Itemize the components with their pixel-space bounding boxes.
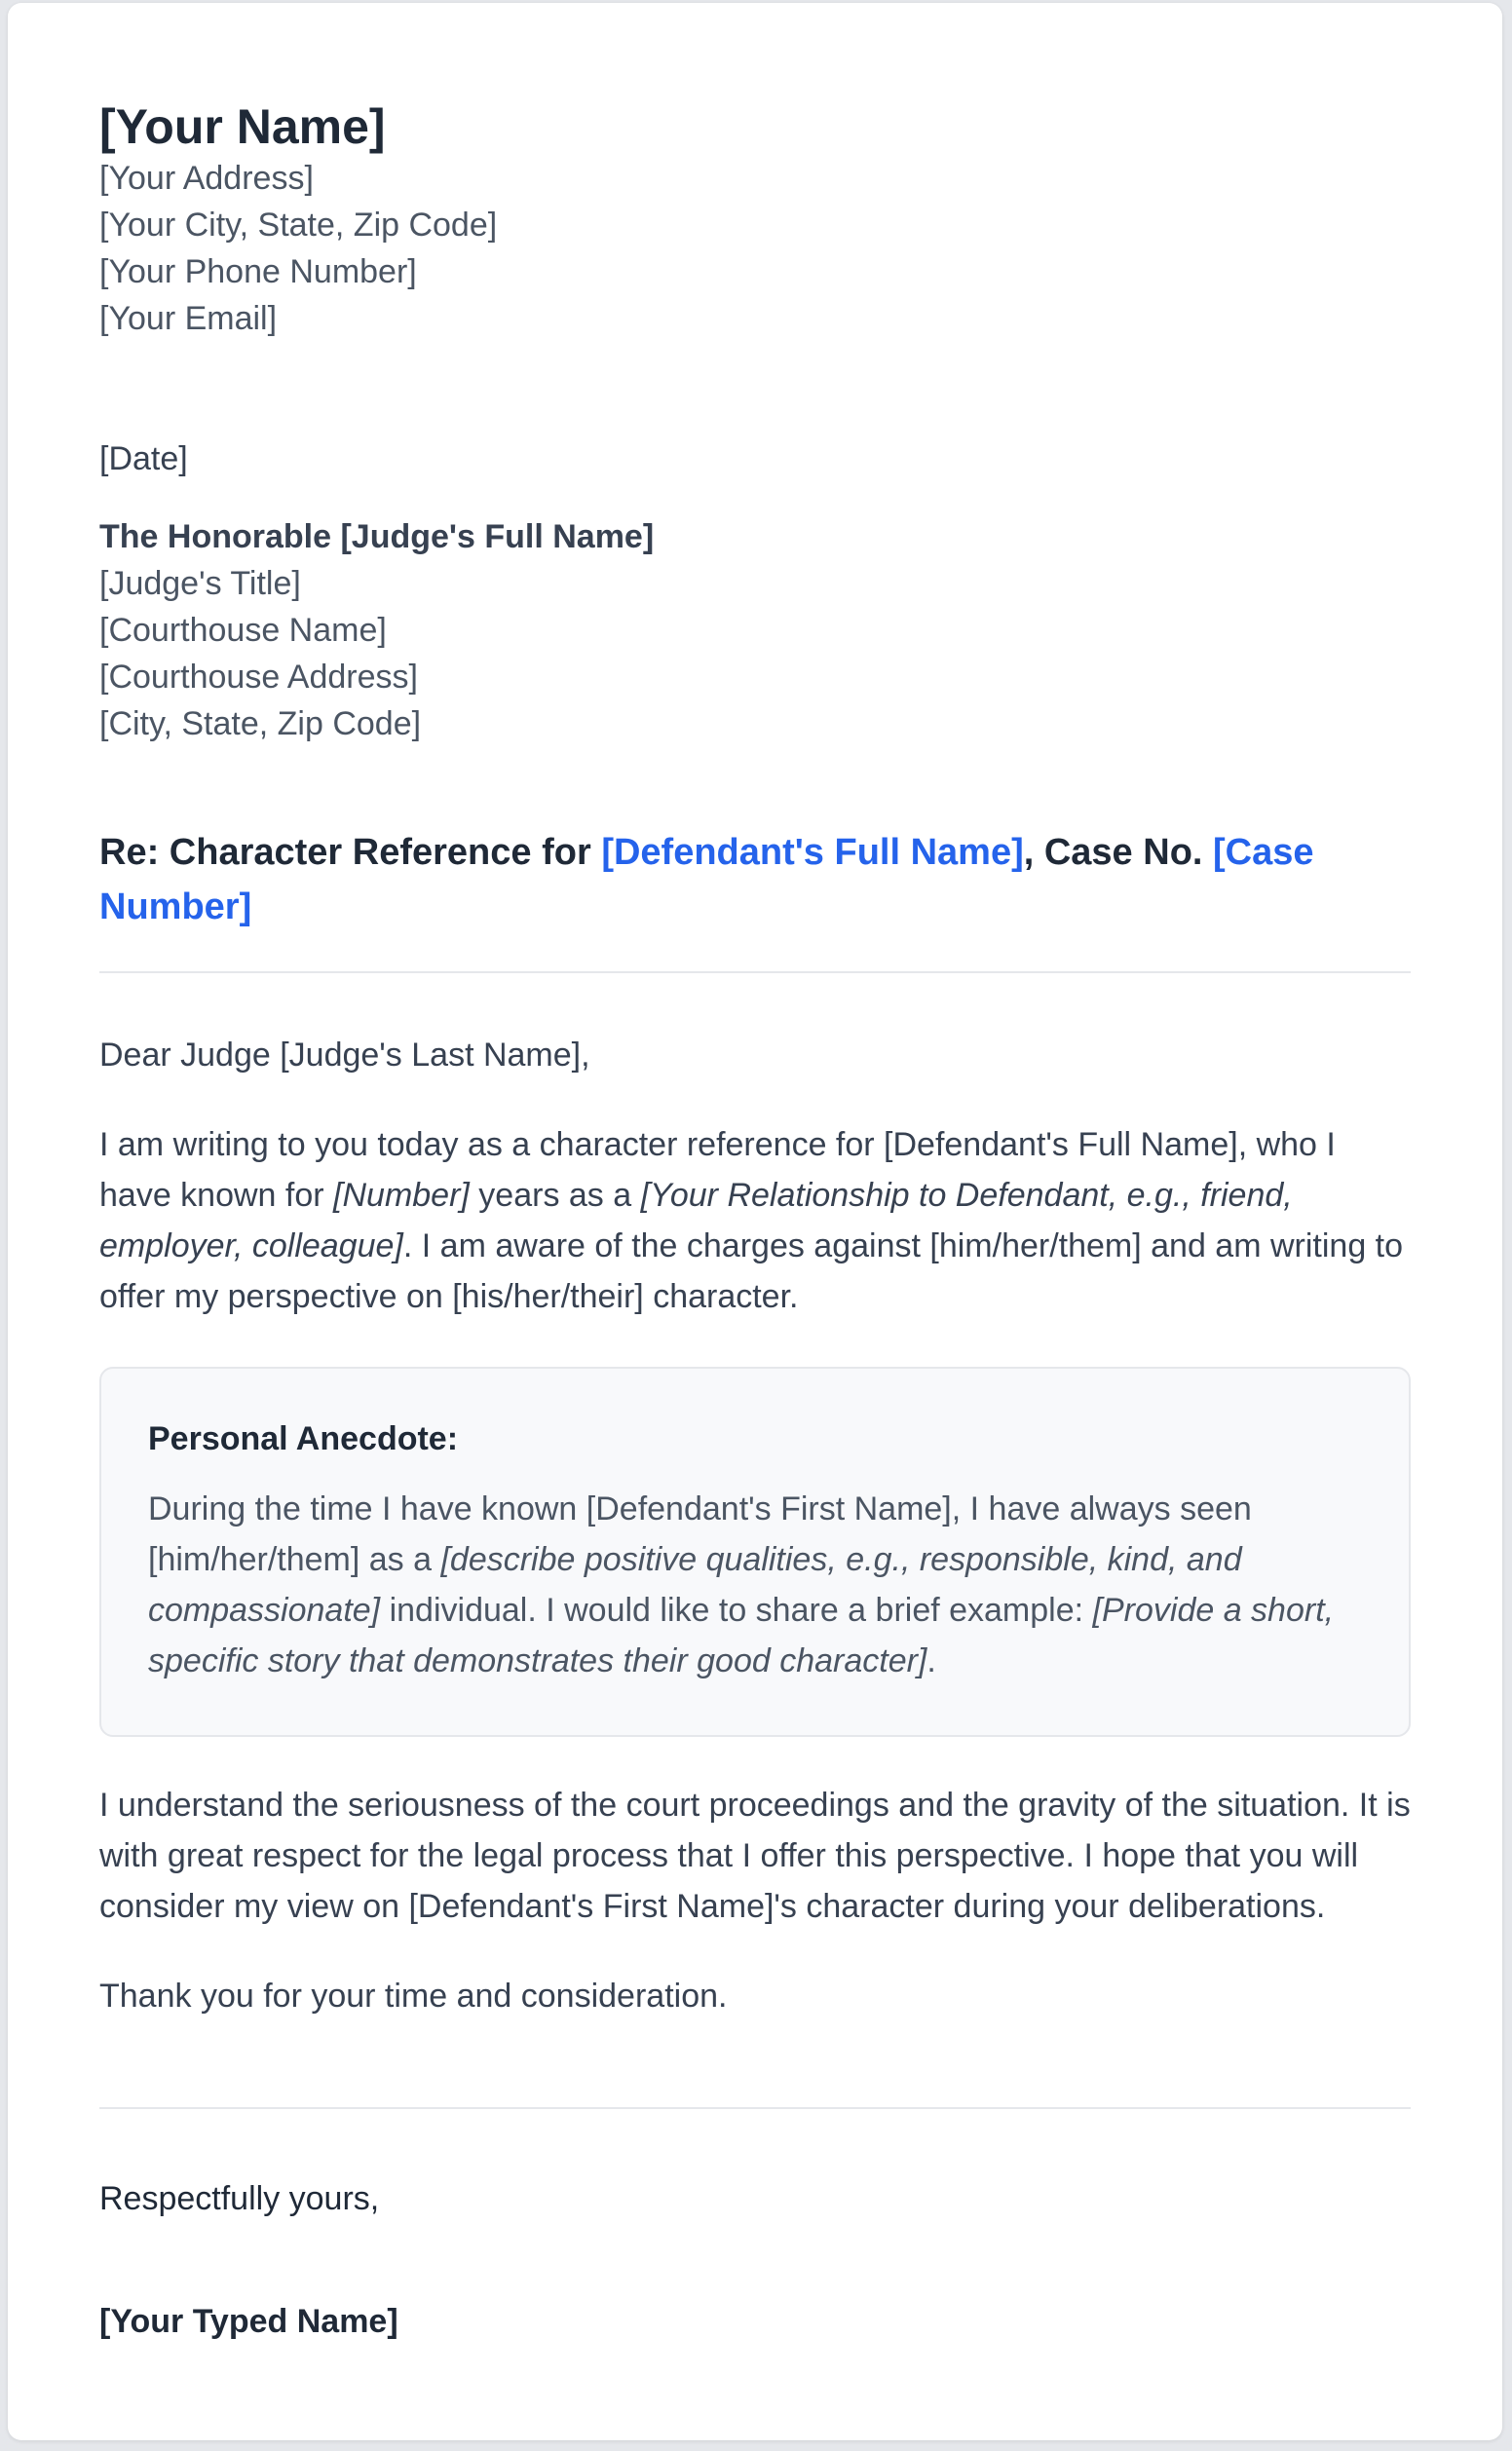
intro-text-1: I am writing to you today as a character reference for [Defendant's Full Name], who I have known for — [99, 1126, 1336, 1214]
closing-divider — [99, 2107, 1411, 2109]
sender-city-state-zip: [Your City, State, Zip Code] — [99, 207, 498, 244]
subject-defendant: [Defendant's Full Name] — [601, 832, 1024, 873]
intro-paragraph — [99, 1119, 1411, 1322]
anecdote-title: Personal Anecdote: — [148, 1420, 459, 1457]
body-paragraph: I understand the seriousness of the court proceedings and the gravity of the situation. It is with great respect for the legal process that I offer this perspective. I hope that you will consider my view on [Defendant's First Name]'s character during your deliberations. — [99, 1787, 1411, 1925]
subject-case-number: [Case Number] — [99, 832, 1314, 927]
salutation: Dear Judge [Judge's Last Name], — [99, 1037, 590, 1074]
anecdote-qualities-placeholder: [describe positive qualities, e.g., responsible, kind, and compassionate] — [148, 1541, 1242, 1629]
recipient-block — [99, 513, 1411, 747]
sender-address: [Your Address] — [99, 160, 314, 197]
intro-number-placeholder: [Number] — [333, 1177, 470, 1214]
closing-line: Respectfully yours, — [99, 2180, 380, 2217]
recipient-courthouse-address: [Courthouse Address] — [99, 659, 418, 696]
anecdote-paragraph — [148, 1484, 1362, 1686]
recipient-name: The Honorable [Judge's Full Name] — [99, 518, 655, 555]
divider — [99, 971, 1411, 973]
letter-date: [Date] — [99, 440, 188, 477]
anecdote-text-3: . — [926, 1642, 936, 1679]
thanks-paragraph: Thank you for your time and consideration. — [99, 1978, 728, 2015]
intro-relationship-placeholder: [Your Relationship to Defendant, e.g., friend, employer, colleague] — [99, 1177, 1293, 1264]
recipient-title: [Judge's Title] — [99, 565, 301, 602]
intro-text-3: . I am aware of the charges against [him/her/them] and am writing to offer my perspective on [his/her/their] character. — [99, 1227, 1404, 1315]
subject-case-prefix: , Case No. — [1023, 832, 1214, 873]
subject-line — [99, 825, 1411, 934]
subject-prefix: Re: Character Reference for — [99, 832, 602, 873]
anecdote-box — [99, 1367, 1411, 1737]
sender-email: [Your Email] — [99, 300, 278, 337]
anecdote-text-2: individual. I would like to share a brief example: — [380, 1592, 1093, 1629]
anecdote-story-placeholder: [Provide a short, specific story that demonstrates their good character] — [148, 1592, 1335, 1679]
anecdote-text-1: During the time I have known [Defendant's First Name], I have always seen [him/her/them] as a — [148, 1490, 1252, 1578]
sender-name: [Your Name] — [99, 99, 386, 154]
sender-phone: [Your Phone Number] — [99, 253, 417, 290]
letter-page — [8, 3, 1502, 2440]
recipient-courthouse: [Courthouse Name] — [99, 612, 387, 649]
recipient-city-state-zip: [City, State, Zip Code] — [99, 705, 422, 742]
intro-text-2: years as a — [469, 1177, 641, 1214]
typed-name: [Your Typed Name] — [99, 2303, 398, 2340]
